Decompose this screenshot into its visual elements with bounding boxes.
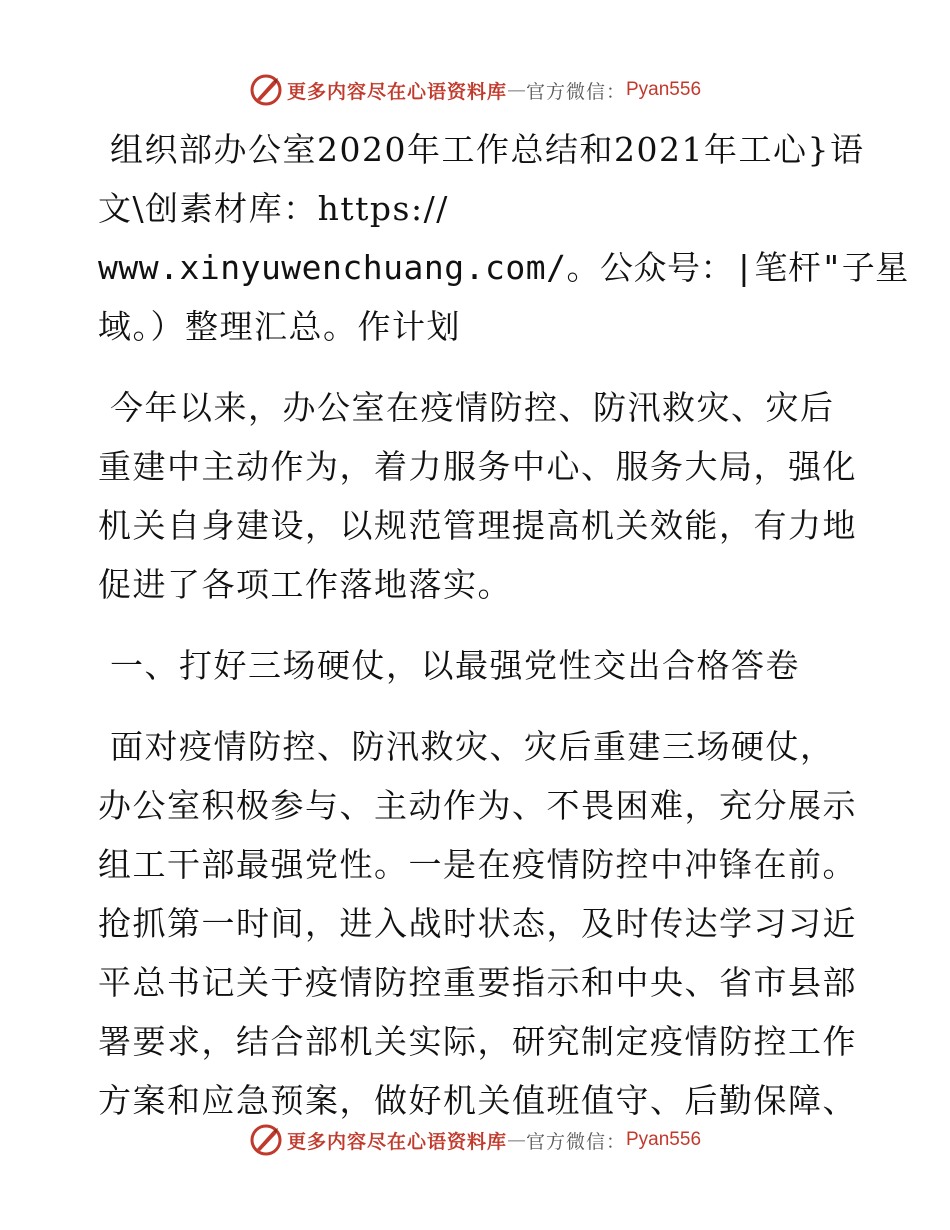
paragraph-line: 重建中主动作为，着力服务中心、服务大局，强化 bbox=[98, 447, 857, 486]
banner-wechat-label: 官方微信： bbox=[525, 1130, 626, 1153]
heading-line: 一、打好三场硬仗，以最强党性交出合格答卷 bbox=[110, 646, 800, 685]
banner-wechat-id: Pyan556 bbox=[626, 1129, 702, 1150]
banner-site-text: 更多内容尽在心语资料库 bbox=[286, 1130, 507, 1153]
title-line-1: 组织部办公室2020年工作总结和2021年工心}语 bbox=[110, 130, 865, 169]
title-line-3: www.xinyuwenchuang.com/。公众号：|笔杆"子星 bbox=[98, 248, 909, 287]
document-title bbox=[98, 120, 909, 356]
paragraph-line: 机关自身建设，以规范管理提高机关效能，有力地 bbox=[98, 506, 857, 545]
paragraph-line: 方案和应急预案，做好机关值班值守、后勤保障、 bbox=[98, 1081, 857, 1120]
banner-wechat-id: Pyan556 bbox=[626, 79, 702, 100]
title-line-2: 文\创素材库：https:// bbox=[98, 189, 449, 228]
paragraph-section-1 bbox=[98, 717, 858, 1130]
quill-circle-icon bbox=[249, 1123, 283, 1157]
banner-site-text: 更多内容尽在心语资料库 bbox=[286, 80, 507, 103]
paragraph-line: 办公室积极参与、主动作为、不畏困难，充分展示 bbox=[98, 786, 857, 825]
paragraph-line: 平总书记关于疫情防控重要指示和中央、省市县部 bbox=[98, 963, 857, 1002]
footer-watermark-banner bbox=[0, 1120, 950, 1160]
paragraph-line: 促进了各项工作落地落实。 bbox=[98, 565, 512, 604]
header-watermark-banner bbox=[0, 70, 950, 110]
paragraph-intro bbox=[98, 378, 858, 614]
section-heading bbox=[98, 636, 858, 695]
banner-dash: — bbox=[506, 1129, 526, 1151]
paragraph-line: 抢抓第一时间，进入战时状态，及时传达学习习近 bbox=[98, 904, 857, 943]
paragraph-line: 面对疫情防控、防汛救灾、灾后重建三场硬仗， bbox=[110, 727, 835, 766]
paragraph-line: 今年以来，办公室在疫情防控、防汛救灾、灾后 bbox=[110, 388, 835, 427]
banner-dash: — bbox=[506, 79, 526, 101]
title-line-4: 域。）整理汇总。作计划 bbox=[98, 307, 461, 346]
banner-wechat-label: 官方微信： bbox=[525, 80, 626, 103]
paragraph-line: 署要求，结合部机关实际，研究制定疫情防控工作 bbox=[98, 1022, 857, 1061]
paragraph-line: 组工干部最强党性。一是在疫情防控中冲锋在前。 bbox=[98, 845, 857, 884]
quill-circle-icon bbox=[249, 73, 283, 107]
document-body bbox=[98, 120, 909, 1152]
